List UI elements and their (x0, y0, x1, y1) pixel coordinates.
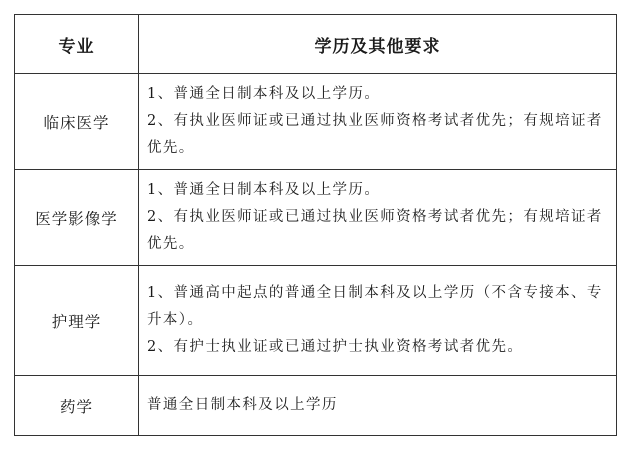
requirement-line: 2、有执业医师证或已通过执业医师资格考试者优先；有规培证者优先。 (147, 113, 603, 156)
requirements-cell (139, 170, 617, 266)
requirement-line: 普通全日制本科及以上学历 (147, 397, 338, 413)
major-cell: 护理学 (15, 266, 139, 376)
major-cell: 临床医学 (15, 74, 139, 170)
major-cell: 药学 (15, 376, 139, 436)
requirement-line: 1、普通全日制本科及以上学历。 (147, 182, 381, 198)
requirement-line: 1、普通高中起点的普通全日制本科及以上学历（不含专接本、专升本）。 (147, 285, 603, 328)
requirements-cell (139, 74, 617, 170)
header-requirements: 学历及其他要求 (139, 15, 617, 74)
requirements-cell (139, 376, 617, 436)
table-row (15, 74, 617, 170)
table-row (15, 170, 617, 266)
table-row (15, 266, 617, 376)
table-header-row (15, 15, 617, 74)
major-cell: 医学影像学 (15, 170, 139, 266)
requirement-line: 2、有护士执业证或已通过护士执业资格考试者优先。 (147, 339, 524, 355)
requirements-table (14, 14, 617, 436)
requirement-line: 2、有执业医师证或已通过执业医师资格考试者优先；有规培证者优先。 (147, 209, 603, 252)
requirement-line: 1、普通全日制本科及以上学历。 (147, 86, 381, 102)
header-major: 专业 (15, 15, 139, 74)
requirements-cell (139, 266, 617, 376)
table-row (15, 376, 617, 436)
